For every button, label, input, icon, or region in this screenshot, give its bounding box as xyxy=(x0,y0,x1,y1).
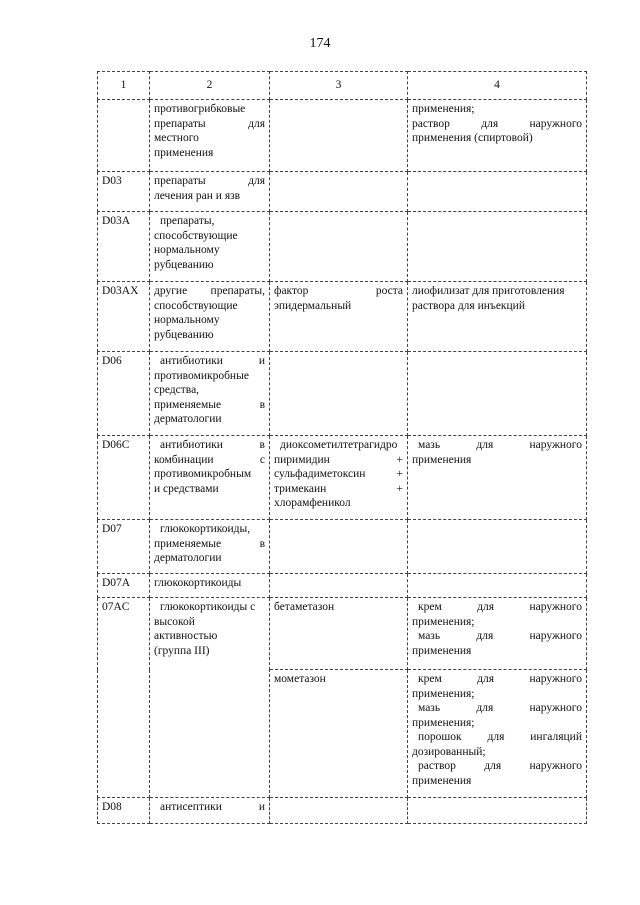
drug-table xyxy=(97,71,587,824)
drug-cell xyxy=(270,172,408,212)
group-line: антисептики и xyxy=(160,801,265,813)
form-line: раствор для наружного xyxy=(418,760,582,772)
header-col-4: 4 xyxy=(408,72,587,100)
drug-cell xyxy=(270,282,408,352)
atc-code-cell: D06C xyxy=(98,436,150,520)
header-col-2: 2 xyxy=(150,72,270,100)
dosage-form-cell xyxy=(408,282,587,352)
drug-line: фактор роста xyxy=(274,285,403,297)
form-line: применения; xyxy=(412,103,475,115)
group-line: высокой xyxy=(154,615,195,628)
drug-line: хлорамфеникол xyxy=(274,497,351,509)
table-row xyxy=(98,352,587,436)
group-cell xyxy=(150,520,270,574)
group-cell xyxy=(150,574,270,598)
table-row xyxy=(98,520,587,574)
page-number: 174 xyxy=(309,36,331,51)
drug-cell xyxy=(270,436,408,520)
atc-code-cell: 07AC xyxy=(98,598,150,798)
drug-line: бетаметазон xyxy=(274,601,335,613)
group-line: активностью xyxy=(154,630,218,642)
drug-line: тримекаин + xyxy=(274,482,403,495)
group-line: применяемые в xyxy=(154,537,265,550)
form-line: применения; xyxy=(412,687,475,700)
group-line: антибиотики и xyxy=(160,355,265,367)
form-line: применения xyxy=(412,453,472,466)
group-cell xyxy=(150,436,270,520)
form-line: применения; xyxy=(412,716,475,729)
group-line: дерматологии xyxy=(154,413,222,425)
group-line: лечения ран и язв xyxy=(154,189,241,202)
table-row xyxy=(98,282,587,352)
drug-cell xyxy=(270,574,408,598)
drug-line: сульфадиметоксин + xyxy=(274,468,403,480)
drug-line: эпидермальный xyxy=(274,299,352,312)
dosage-form-cell xyxy=(408,598,587,670)
drug-cell xyxy=(270,798,408,824)
group-line: глюкокортикоиды xyxy=(154,577,242,589)
atc-code-cell: D07A xyxy=(98,574,150,598)
header-col-3: 3 xyxy=(270,72,408,100)
group-line: нормальному xyxy=(154,244,220,256)
drug-cell xyxy=(270,212,408,282)
form-line: применения xyxy=(412,644,472,657)
table-row xyxy=(98,598,587,670)
group-line: средства, xyxy=(154,384,200,396)
drug-cell xyxy=(270,100,408,172)
drug-cell xyxy=(270,598,408,670)
dosage-form-cell xyxy=(408,212,587,282)
drug-line: диоксометилтетрагидро xyxy=(280,439,398,451)
form-line: крем для наружного xyxy=(418,601,582,613)
atc-code-cell: D03A xyxy=(98,212,150,282)
drug-cell xyxy=(270,670,408,798)
dosage-form-cell xyxy=(408,352,587,436)
atc-code-cell: D07 xyxy=(98,520,150,574)
table-row xyxy=(98,172,587,212)
group-line: глюкокортикоиды с xyxy=(160,601,256,613)
group-cell xyxy=(150,352,270,436)
atc-code-cell xyxy=(98,100,150,172)
group-cell xyxy=(150,798,270,824)
atc-code-cell: D03 xyxy=(98,172,150,212)
dosage-form-cell xyxy=(408,670,587,798)
group-line: препараты для xyxy=(154,117,265,130)
group-line: (группа III) xyxy=(154,644,210,657)
group-line: противомикробные xyxy=(154,369,249,382)
form-line: дозированный; xyxy=(412,745,486,758)
dosage-form-cell xyxy=(408,100,587,172)
form-line: крем для наружного xyxy=(418,673,582,685)
group-line: противомикробным xyxy=(154,468,252,480)
form-line: мазь для наружного xyxy=(418,439,582,451)
group-line: способствующие xyxy=(154,299,238,312)
form-line: применения xyxy=(412,774,472,787)
group-line: местного xyxy=(154,132,199,144)
form-line: порошок для ингаляций xyxy=(418,731,582,743)
dosage-form-cell xyxy=(408,574,587,598)
form-line: мазь для наружного xyxy=(418,630,582,642)
table-row xyxy=(98,436,587,520)
group-line: препараты для xyxy=(154,175,265,187)
dosage-form-cell xyxy=(408,436,587,520)
group-line: противогрибковые xyxy=(154,103,246,115)
group-line: применяемые в xyxy=(154,398,265,411)
group-cell xyxy=(150,212,270,282)
group-line: рубцеванию xyxy=(154,328,214,341)
table-row xyxy=(98,798,587,824)
header-col-1: 1 xyxy=(98,72,150,100)
dosage-form-cell xyxy=(408,172,587,212)
form-line: лиофилизат для приготовления xyxy=(412,285,565,297)
atc-code-cell: D08 xyxy=(98,798,150,824)
drug-line: пиримидин + xyxy=(274,453,403,466)
atc-code-cell: D06 xyxy=(98,352,150,436)
form-line: применения; xyxy=(412,615,475,628)
group-cell xyxy=(150,172,270,212)
group-line: рубцеванию xyxy=(154,258,214,271)
form-line: применения (спиртовой) xyxy=(412,132,533,144)
table-header-row xyxy=(98,72,587,100)
drug-line: мометазон xyxy=(274,673,326,685)
group-line: комбинации с xyxy=(154,453,265,466)
group-line: применения xyxy=(154,146,214,159)
dosage-form-cell xyxy=(408,798,587,824)
group-line: дерматологии xyxy=(154,552,222,564)
dosage-form-cell xyxy=(408,520,587,574)
form-line: раствор для наружного xyxy=(412,117,582,130)
group-line: и средствами xyxy=(154,482,219,495)
group-cell xyxy=(150,598,270,798)
group-cell xyxy=(150,100,270,172)
group-line: глюкокортикоиды, xyxy=(160,523,251,535)
group-line: антибиотики в xyxy=(160,439,265,451)
drug-cell xyxy=(270,352,408,436)
group-line: нормальному xyxy=(154,314,220,326)
table-row xyxy=(98,100,587,172)
atc-code-cell: D03AX xyxy=(98,282,150,352)
table-row xyxy=(98,212,587,282)
table-row xyxy=(98,574,587,598)
group-line: способствующие xyxy=(154,229,238,242)
group-line: препараты, xyxy=(160,215,215,227)
drug-cell xyxy=(270,520,408,574)
group-line: другие препараты, xyxy=(154,285,265,297)
form-line: раствора для инъекций xyxy=(412,299,525,312)
group-cell xyxy=(150,282,270,352)
form-line: мазь для наружного xyxy=(418,702,582,714)
